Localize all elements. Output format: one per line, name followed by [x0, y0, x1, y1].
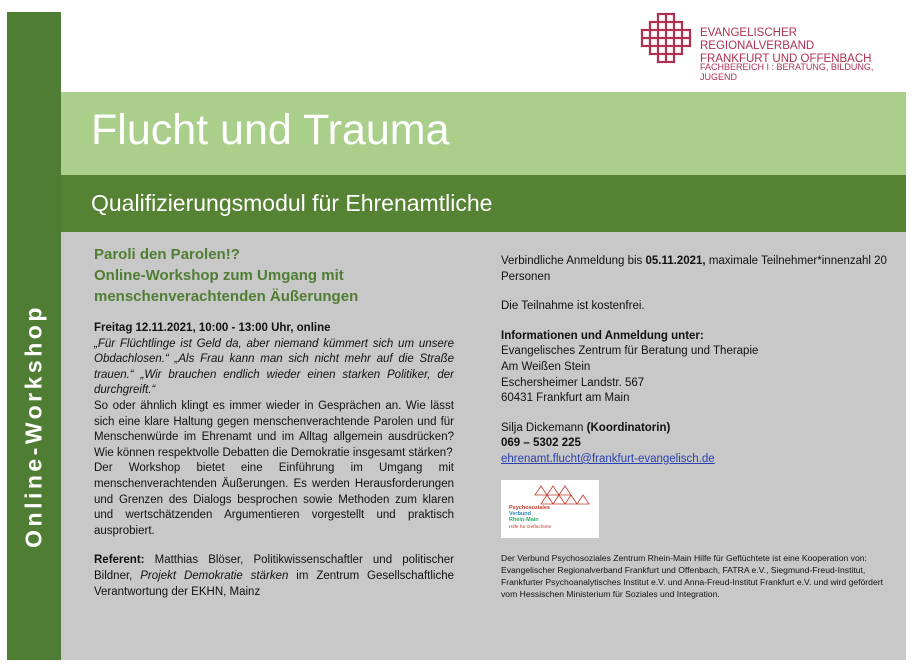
contact-phone: 069 – 5302 225	[501, 437, 581, 450]
org-name: EVANGELISCHER REGIONALVERBAND FRANKFURT UND OFFENBACH	[700, 27, 872, 65]
referent-info: Referent: Matthias Blöser, Politikwissenschaftler und politischer Bildner, Projekt Demokratie stärken im Zentrum Gesellschaftliche Verantwortung der EKHN, Mainz	[94, 554, 454, 598]
cross-logo-icon	[640, 12, 692, 64]
workshop-description: Der Workshop bietet eine Einführung im Umgang mit menschenverachtenden Äußerungen. Es werden Herausforderungen und Grenzen des Dialogs besprochen sowie Methoden zum klaren und wertschätzenden Argumentieren vorgestellt und praktisch ausprobiert.	[94, 462, 454, 537]
intro-paragraph: So oder ähnlich klingt es immer wieder in Gesprächen an. Wie lässt sich eine klare Haltung gegen menschenverachtende Parolen und für Menschenwürde im Ehrenamt und im Alltag allgemein ausdrücken? Wie können respektvolle Debatten die Demokratie insgesamt stärken?	[94, 399, 454, 459]
page-subtitle: Qualifizierungsmodul für Ehrenamtliche	[91, 190, 493, 216]
address-block: Evangelisches Zentrum für Beratung und Therapie Am Weißen Stein Eschersheimer Landstr. 567 60431 Frankfurt am Main	[501, 345, 759, 405]
registration-deadline: Verbindliche Anmeldung bis 05.11.2021, maximale Teilnehmer*innenzahl 20 Personen	[501, 255, 887, 283]
date-line: Freitag 12.11.2021, 10:00 - 13:00 Uhr, online	[94, 322, 331, 334]
contact-person: Silja Dickemann (Koordinatorin)	[501, 421, 671, 434]
quote-text: „Für Flüchtlinge ist Geld da, aber niemand kümmert sich um unsere Obdachlosen.“ „Als Frau kann man sich nicht mehr auf die Straße trauen.“ „Wir brauchen endlich wieder einen starken Politiker, der durchgreift.“	[94, 337, 454, 397]
workshop-heading: Paroli den Parolen!? Online-Workshop zum Umgang mit menschenverachtenden Äußerungen	[94, 246, 359, 305]
subtitle-band	[61, 175, 906, 232]
content-area	[61, 232, 906, 660]
left-column	[94, 244, 454, 600]
org-logo	[640, 12, 910, 82]
info-heading: Informationen und Anmeldung unter:	[501, 329, 704, 342]
sidebar	[7, 12, 61, 660]
page-title: Flucht und Trauma	[91, 106, 450, 154]
free-participation: Die Teilnahme ist kostenfrei.	[501, 300, 645, 313]
triangle-pattern-icon	[505, 484, 595, 506]
right-column	[501, 254, 901, 600]
org-department: FACHBEREICH I : BERATUNG, BILDUNG, JUGEND	[700, 62, 874, 82]
title-band	[61, 92, 906, 175]
contact-email-link[interactable]: ehrenamt.flucht@frankfurt-evangelisch.de	[501, 452, 715, 465]
verbund-footnote: Der Verbund Psychosoziales Zentrum Rhein-Main Hilfe für Geflüchtete ist eine Kooperation von: Evangelischer Regionalverband Frankfurt und Offenbach, FATRA e.V., Siegmund-Freud-Institut, Frankfurter Psychoanalytisches Institut e.V. und Anna-Freud-Institut Frankfurt e.V. und wird gefördert vom Hessischen Ministerium für Soziales und Integration.	[501, 552, 883, 599]
verbund-logo: Psychosoziales Verbund Rhein-Main Hilfe für Geflüchtete	[501, 480, 599, 538]
sidebar-label: Online-Workshop	[20, 304, 47, 548]
